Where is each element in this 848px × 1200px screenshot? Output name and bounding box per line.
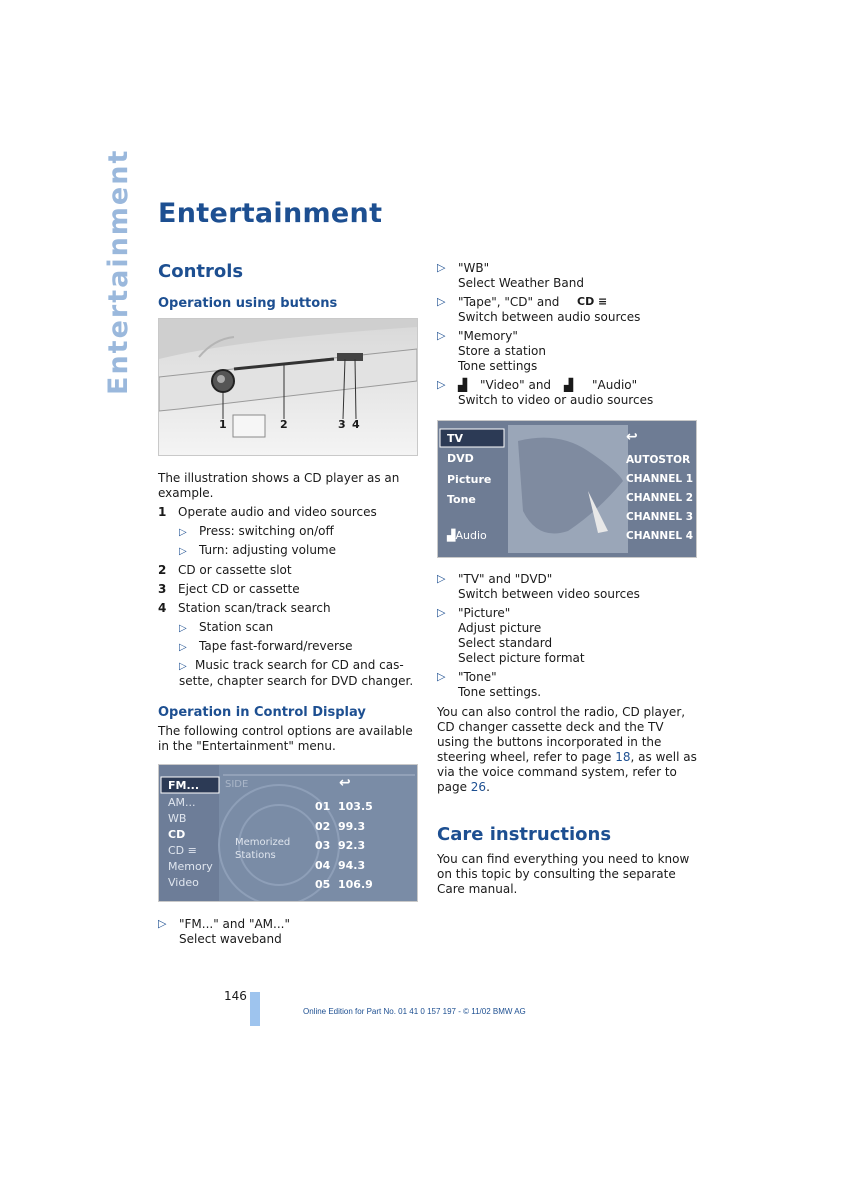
menu-item-cd[interactable]: CD bbox=[168, 828, 186, 841]
menu-item-audio[interactable]: ▟Audio bbox=[447, 529, 487, 542]
audio-switch-icon: ▟ bbox=[564, 378, 574, 392]
page-link-18[interactable]: 18 bbox=[615, 750, 631, 764]
page-link-26[interactable]: 26 bbox=[470, 780, 487, 794]
menu-item-memory[interactable]: Memory bbox=[168, 860, 213, 873]
channel-row[interactable]: 05 106.9 bbox=[315, 878, 373, 891]
page-marker-bar bbox=[250, 992, 260, 1026]
channel-item[interactable]: CHANNEL 3 bbox=[626, 511, 694, 523]
callout-1: 1 bbox=[219, 418, 227, 431]
care-heading: Care instructions bbox=[437, 824, 612, 845]
intro-line-2: example. bbox=[158, 486, 214, 500]
list-item: ▷ Press: switching on/off bbox=[179, 524, 334, 538]
list-item: ▷ Station scan bbox=[179, 620, 274, 634]
list-item: sette, chapter search for DVD changer. bbox=[179, 674, 414, 688]
cd-player-drawing bbox=[159, 319, 417, 455]
side-chapter-tab bbox=[103, 148, 137, 395]
footer-edition: Online Edition for Part No. 01 41 0 157 197 - © 11/02 BMW AG bbox=[303, 1007, 526, 1016]
page-title: Entertainment bbox=[158, 198, 383, 229]
cd-player-illustration bbox=[158, 318, 418, 456]
fm-am-desc: Select waveband bbox=[179, 932, 282, 946]
callout-3: 3 bbox=[338, 418, 346, 431]
list-item: 2 CD or cassette slot bbox=[158, 563, 292, 577]
list-item: 3 Eject CD or cassette bbox=[158, 582, 300, 596]
list-item: 4 Station scan/track search bbox=[158, 601, 331, 615]
page-number: 146 bbox=[224, 989, 247, 1003]
triangle-bullet-icon: ▷ bbox=[437, 572, 446, 585]
display-intro-line-2: in the "Entertainment" menu. bbox=[158, 739, 336, 753]
tv-channel-list bbox=[626, 451, 693, 546]
menu-item-video[interactable]: Video bbox=[168, 876, 199, 889]
menu-item-picture[interactable]: Picture bbox=[447, 473, 492, 486]
menu-item-cd-changer[interactable]: CD ≡ bbox=[168, 844, 197, 857]
menu-item-dvd[interactable]: DVD bbox=[447, 452, 474, 465]
triangle-bullet-icon: ▷ bbox=[437, 606, 446, 619]
control-display-subheading: Operation in Control Display bbox=[158, 705, 366, 720]
care-paragraph: You can find everything you need to know on this topic by consulting the separate Care manual. bbox=[437, 852, 690, 896]
menu-item-tone[interactable]: Tone bbox=[447, 493, 476, 506]
channel-item[interactable]: CHANNEL 4 bbox=[626, 530, 694, 542]
stations-label: Stations bbox=[235, 850, 276, 861]
buttons-subheading: Operation using buttons bbox=[158, 296, 338, 311]
menu-item-am[interactable]: AM... bbox=[168, 796, 196, 809]
channel-row[interactable]: 01 103.5 bbox=[315, 800, 373, 813]
menu-item-wb[interactable]: WB bbox=[168, 812, 187, 825]
intro-line-1: The illustration shows a CD player as an bbox=[158, 471, 400, 485]
list-item: ▷ Music track search for CD and cas- bbox=[179, 658, 404, 672]
side-chapter-label: Entertainment bbox=[103, 148, 134, 395]
triangle-bullet-icon: ▷ bbox=[437, 670, 446, 683]
list-item: 1 Operate audio and video sources bbox=[158, 505, 377, 519]
back-arrow-icon[interactable]: ↩ bbox=[339, 775, 351, 791]
triangle-bullet-icon: ▷ bbox=[437, 261, 446, 274]
callout-2: 2 bbox=[280, 418, 288, 431]
channel-list bbox=[315, 797, 373, 895]
video-switch-icon: ▟ bbox=[458, 378, 468, 392]
radio-menu-screen bbox=[158, 764, 418, 902]
autostore-item[interactable]: AUTOSTOR bbox=[626, 454, 691, 466]
menu-item-tv[interactable]: TV bbox=[447, 432, 464, 445]
triangle-bullet-icon: ▷ bbox=[437, 378, 446, 391]
fm-am-bullet bbox=[158, 917, 418, 949]
fm-am-title: "FM..." and "AM..." bbox=[179, 917, 290, 931]
menu-item-fm[interactable]: FM... bbox=[168, 779, 199, 792]
triangle-bullet-icon: ▷ bbox=[437, 295, 446, 308]
list-item: ▷ Turn: adjusting volume bbox=[179, 543, 336, 557]
channel-row[interactable]: 03 92.3 bbox=[315, 839, 366, 852]
menu-top-label: SIDE bbox=[225, 779, 249, 790]
triangle-bullet-icon: ▷ bbox=[437, 329, 446, 342]
channel-row[interactable]: 04 94.3 bbox=[315, 858, 366, 872]
channel-item[interactable]: CHANNEL 2 bbox=[626, 492, 694, 504]
triangle-bullet-icon: ▷ bbox=[158, 917, 167, 930]
back-arrow-icon[interactable]: ↩ bbox=[626, 429, 638, 445]
also-control-paragraph: You can also control the radio, CD player, CD changer cassette deck and the TV using the buttons incorporated in the steering wheel, refer to page 18, as well as via the voice command system, refer to page 26. bbox=[437, 705, 697, 794]
tv-menu-screen bbox=[437, 420, 697, 558]
controls-heading: Controls bbox=[158, 261, 244, 282]
callout-4: 4 bbox=[352, 418, 360, 431]
channel-row[interactable]: 02 99.3 bbox=[315, 819, 366, 833]
channel-item[interactable]: CHANNEL 1 bbox=[626, 473, 694, 485]
memorized-label: Memorized bbox=[235, 837, 291, 848]
list-item: ▷ Tape fast-forward/reverse bbox=[179, 639, 353, 653]
cd-changer-icon: CD ≡ bbox=[577, 295, 608, 308]
display-intro-line-1: The following control options are available bbox=[158, 724, 413, 738]
